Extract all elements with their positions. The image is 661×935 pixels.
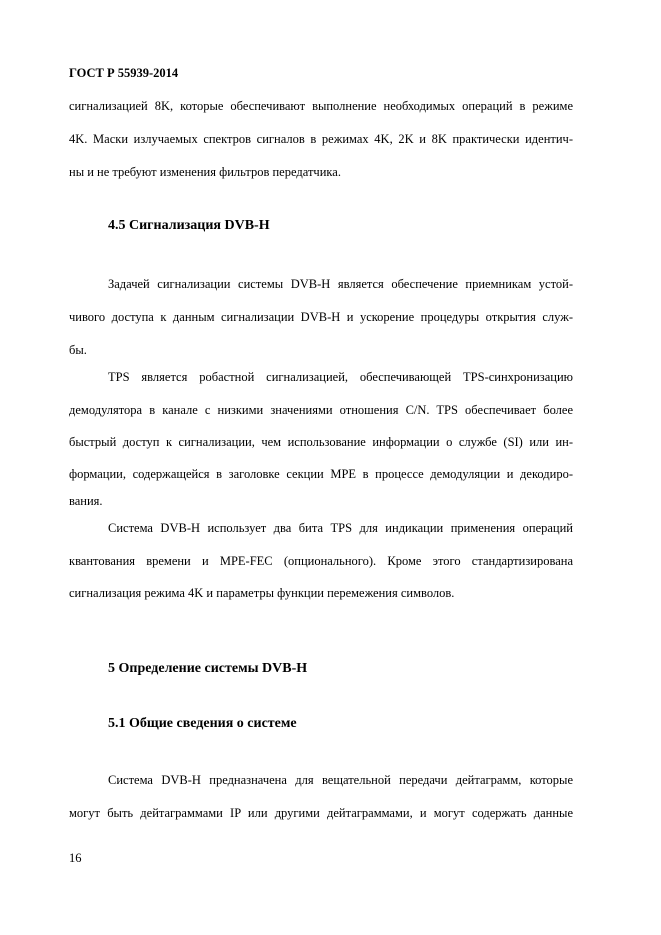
text-line: могут быть дейтаграммами IP или другими дейтаграммами, и могут содержать данные [69, 806, 573, 820]
section-heading-5-1: 5.1 Общие сведения о системе [108, 716, 297, 731]
text-line: вания. [69, 494, 103, 508]
text-line: ны и не требуют изменения фильтров передатчика. [69, 165, 341, 179]
text-line: чивого доступа к данным сигнализации DVB-H и ускорение процедуры открытия служ- [69, 310, 573, 324]
section-heading-4-5: 4.5 Сигнализация DVB-H [108, 218, 270, 233]
text-line: сигнализация режима 4K и параметры функции перемежения символов. [69, 586, 455, 600]
page-number: 16 [69, 851, 82, 865]
text-line: формации, содержащейся в заголовке секции MPE в процессе демодуляции и декодиро- [69, 467, 573, 481]
text-line: квантования времени и MPE-FEC (опционального). Кроме этого стандартизирована [69, 554, 573, 568]
text-line: Задачей сигнализации системы DVB-H является обеспечение приемникам устой- [108, 277, 573, 291]
text-line: TPS является робастной сигнализацией, обеспечивающей TPS-синхронизацию [108, 370, 573, 384]
text-line: Система DVB-H использует два бита TPS для индикации применения операций [108, 521, 573, 535]
text-line: быстрый доступ к сигнализации, чем использование информации о службе (SI) или ин- [69, 435, 573, 449]
text-line: демодулятора в канале с низкими значениями отношения C/N. TPS обеспечивает более [69, 403, 573, 417]
text-line: Система DVB-H предназначена для вещательной передачи дейтаграмм, которые [108, 773, 573, 787]
text-line: 4K. Маски излучаемых спектров сигналов в режимах 4K, 2K и 8K практически идентич- [69, 132, 573, 146]
document-code-header: ГОСТ Р 55939-2014 [69, 66, 179, 80]
section-heading-5: 5 Определение системы DVB-H [108, 661, 308, 676]
text-line: сигнализацией 8K, которые обеспечивают выполнение необходимых операций в режиме [69, 99, 573, 113]
text-line: бы. [69, 343, 87, 357]
